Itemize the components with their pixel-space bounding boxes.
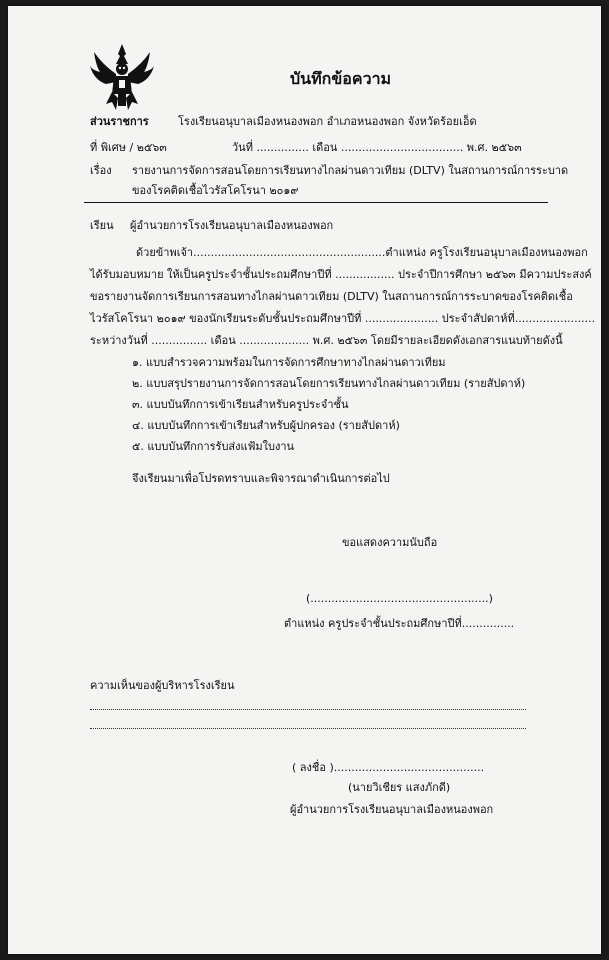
subject-line-1: รายงานการจัดการสอนโดยการเรียนทางไกลผ่านดาวเทียม (DLTV) ในสถานการณ์การระบาด [132, 164, 569, 177]
reference-number: ที่ พิเศษ / ๒๕๖๓ [90, 141, 167, 154]
to-label: เรียน [90, 219, 114, 232]
closing-sentence: จึงเรียนมาเพื่อโปรดทราบและพิจารณาดำเนินการต่อไป [132, 472, 390, 485]
admin-opinion-label: ความเห็นของผู้บริหารโรงเรียน [90, 679, 235, 692]
attachment-item: ๔. แบบบันทึกการเข้าเรียนสำหรับผู้ปกครอง (รายสัปดาห์) [132, 419, 400, 432]
opinion-line [90, 709, 526, 710]
memo-date: วันที่ ............... เดือน ................................... พ.ศ. ๒๕๖๓ [232, 141, 522, 154]
opinion-line [90, 728, 526, 729]
subject-label: เรื่อง [90, 164, 112, 177]
attachment-item: ๑. แบบสำรวจความพร้อมในการจัดการศึกษาทางไกลผ่านดาวเทียม [132, 356, 446, 369]
teacher-position: ตำแหน่ง ครูประจำชั้นประถมศึกษาปีที่............... [284, 617, 515, 630]
respect-closing: ขอแสดงความนับถือ [342, 536, 438, 549]
body-paragraph-line: ด้วยข้าพเจ้า.......................................................ตำแหน่ง ครูโรงเรียนอนุบาลเมืองหนองพอก [136, 246, 588, 259]
subject-line-2: ของโรคติดเชื้อไวรัสโคโรนา ๒๐๑๙ [132, 184, 299, 197]
attachment-item: ๒. แบบสรุปรายงานการจัดการสอนโดยการเรียนทางไกลผ่านดาวเทียม (รายสัปดาห์) [132, 377, 526, 390]
to-value: ผู้อำนวยการโรงเรียนอนุบาลเมืองหนองพอก [130, 219, 334, 232]
attachment-item: ๕. แบบบันทึกการรับส่งแฟ้มใบงาน [132, 440, 295, 453]
header-divider [84, 202, 548, 203]
body-paragraph-line: ขอรายงานจัดการเรียนการสอนทางไกลผ่านดาวเทียม (DLTV) ในสถานการณ์การระบาดของโรคติดเชื้อ [90, 290, 573, 303]
admin-position: ผู้อำนวยการโรงเรียนอนุบาลเมืองหนองพอก [290, 803, 494, 816]
agency-label: ส่วนราชการ [90, 115, 149, 128]
garuda-emblem-icon [90, 42, 154, 112]
memo-paper [8, 6, 601, 954]
attachment-item: ๓. แบบบันทึกการเข้าเรียนสำหรับครูประจำชั้น [132, 398, 349, 411]
teacher-name-blank: (...................................................) [306, 592, 493, 605]
sign-line: ( ลงชื่อ )........................................... [292, 761, 485, 774]
memo-title: บันทึกข้อความ [290, 69, 392, 88]
admin-name: (นายวิเชียร แสงภักดี) [348, 781, 451, 794]
agency-value: โรงเรียนอนุบาลเมืองหนองพอก อำเภอหนองพอก จังหวัดร้อยเอ็ด [178, 115, 477, 128]
body-paragraph-line: ไวรัสโคโรนา ๒๐๑๙ ของนักเรียนระดับชั้นประถมศึกษาปีที่ ..................... ประจำสัปดาห์ที่....................... [90, 312, 596, 325]
body-paragraph-line: ระหว่างวันที่ ................ เดือน .................... พ.ศ. ๒๕๖๓ โดยมีรายละเอียดดังเอกสารแนบท้ายดังนี้ [90, 334, 563, 347]
body-paragraph-line: ได้รับมอบหมาย ให้เป็นครูประจำชั้นประถมศึกษาปีที่ ................. ประจำปีการศึกษา ๒๕๖๓ มีความประสงค์ [90, 268, 592, 281]
